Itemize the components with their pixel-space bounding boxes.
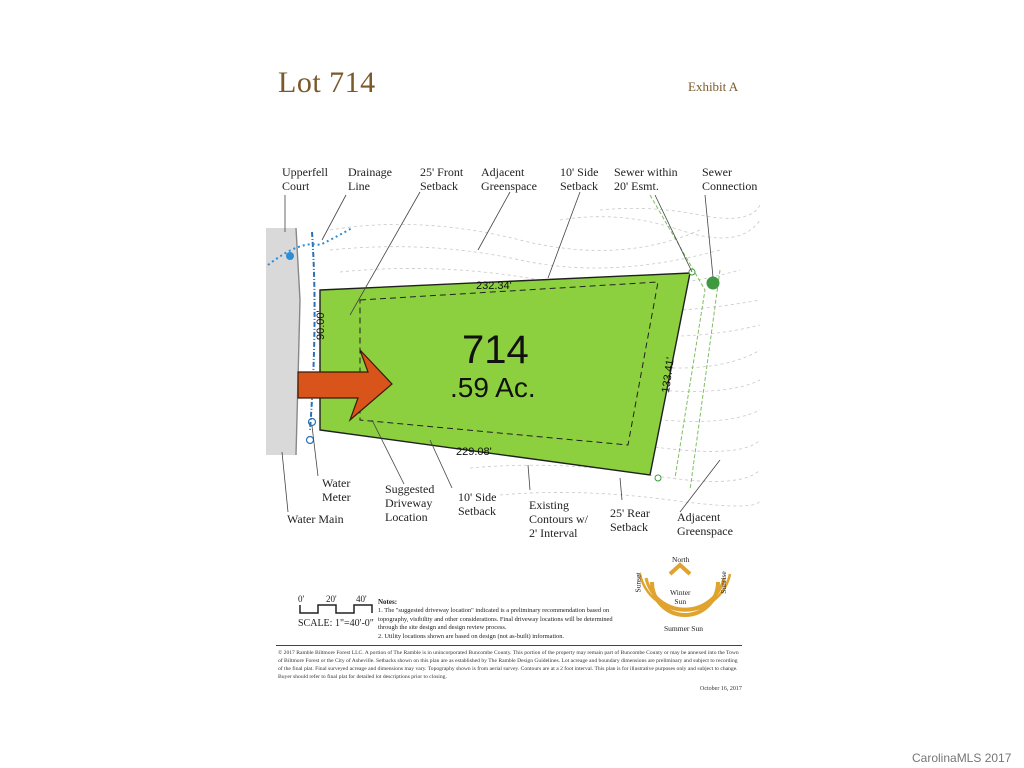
dim-left: 90.00' bbox=[315, 310, 327, 340]
scale-tick-20: 20' bbox=[326, 594, 337, 604]
label-existing-contours: Existing Contours w/ 2' Interval bbox=[529, 498, 589, 540]
compass-summer-sun: Summer Sun bbox=[664, 624, 703, 633]
dim-right: 133.41' bbox=[660, 356, 677, 394]
compass-north: North bbox=[672, 555, 690, 564]
dim-top: 232.34' bbox=[476, 280, 512, 292]
lot-acreage: .59 Ac. bbox=[450, 372, 536, 403]
label-side-setback-top: 10' Side Setback bbox=[560, 165, 599, 193]
label-adjacent-greenspace-bottom: Adjacent Greenspace bbox=[677, 510, 733, 538]
label-sewer-connection: Sewer Connection bbox=[702, 165, 758, 193]
watermark: CarolinaMLS 2017 bbox=[912, 751, 1012, 765]
lot-number: 714 bbox=[462, 328, 529, 372]
note-1: 1. The "suggested driveway location" indicated is a preliminary recommendation based on topography, visibility and other considerations. Final driveway locations will be determined through the site design and design review process. bbox=[378, 607, 613, 632]
compass-winter-sun: Winter Sun bbox=[670, 588, 691, 606]
exhibit-label: Exhibit A bbox=[688, 79, 739, 94]
label-adjacent-greenspace-top: Adjacent Greenspace bbox=[481, 165, 537, 193]
compass-sunrise: Sunrise bbox=[718, 571, 728, 594]
scale-tick-40: 40' bbox=[356, 594, 367, 604]
sewer-connection-icon bbox=[707, 277, 720, 290]
scale-bar bbox=[298, 594, 378, 634]
drainage-structure bbox=[286, 252, 294, 260]
label-rear-setback: 25' Rear Setback bbox=[610, 506, 650, 534]
footer-rule bbox=[276, 645, 742, 646]
water-main-line bbox=[310, 232, 315, 430]
label-side-setback-bottom: 10' Side Setback bbox=[458, 490, 497, 518]
page-title: Lot 714 bbox=[278, 66, 376, 99]
label-sewer-within: Sewer within 20' Esmt. bbox=[614, 165, 678, 193]
notes-heading: Notes: bbox=[378, 598, 398, 606]
footer-date: October 16, 2017 bbox=[700, 686, 742, 692]
label-drainage-line: Drainage Line bbox=[348, 165, 392, 193]
notes-block bbox=[378, 598, 626, 641]
compass-sunset: Sunset bbox=[633, 572, 643, 593]
label-front-setback: 25' Front Setback bbox=[420, 165, 464, 193]
label-water-main: Water Main bbox=[287, 512, 344, 526]
label-suggested-driveway: Suggested Driveway Location bbox=[385, 482, 435, 524]
sun-compass bbox=[630, 552, 740, 634]
footer-disclaimer: © 2017 Ramble Biltmore Forest LLC. A portion of The Ramble is in unincorporated Buncombe County. This portion of the property may remain part of Buncombe County or may be annexed into the Town of Biltmore Forest or the City of Asheville. Setbacks shown on this plan are as established by The Ramble Design Guidelines. Lot acreage and boundary dimensions are preliminary and subject to recording of the final plat. Final surveyed acreage and dimensions may vary. Topography shown is from aerial survey. Contours are at a 2 foot interval. This plan is for illustrative purposes only and subject to change. Buyer should refer to final plat for detailed lot descriptions prior to closing. bbox=[278, 650, 739, 680]
note-2: 2. Utility locations shown are based on design (not as-built) information. bbox=[378, 632, 565, 640]
dim-bottom: 229.08' bbox=[456, 446, 492, 458]
label-water-meter: Water Meter bbox=[322, 476, 351, 504]
label-upperfell-court: Upperfell Court bbox=[282, 165, 328, 193]
water-meter-icon bbox=[309, 419, 316, 426]
road-upperfell-court bbox=[266, 228, 300, 455]
scale-tick-0: 0' bbox=[298, 594, 305, 604]
scale-label: SCALE: 1"=40'-0" bbox=[298, 618, 374, 629]
